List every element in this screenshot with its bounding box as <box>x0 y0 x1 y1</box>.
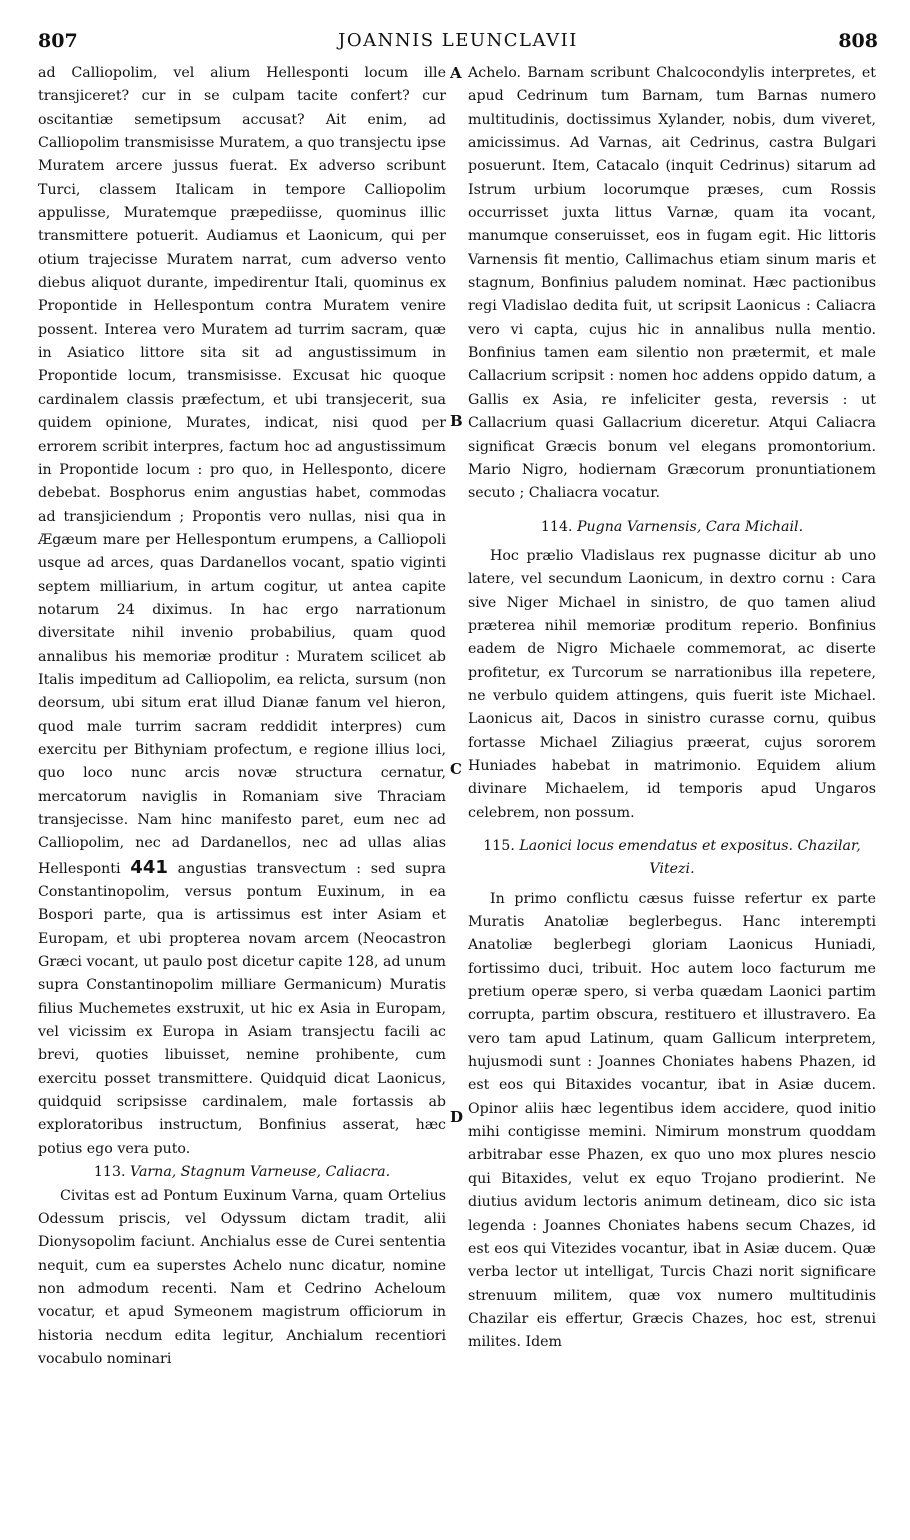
heading-113-title: Varna, Stagnum Varneuse, Caliacra. <box>130 1164 391 1181</box>
heading-115-title: Laonici locus emendatus et expositus. Chazilar, Vitezi. <box>519 838 861 878</box>
right-page-number: 808 <box>838 30 878 52</box>
page-header <box>38 30 878 56</box>
right-paragraph-2: Hoc prælio Vladislaus rex pugnasse dicitur ab uno latere, vel secundum Laonicum, in dextro cornu : Cara sive Niger Michael in sinistro, de quo tamen aliud præterea nihil memoriæ proditum reperio. Bonfinius eadem de Nigro Michaele commemorat, ac diserte profitetur, ex Turcorum se narrationibus illa repetere, ne verbulo quidem attingens, quis fuerit iste Michael. Laonicus ait, Dacos in sinistro curasse cornu, quibus fortasse Michael Ziliagius præerat, cujus sororem Huniades habebat in matrimonio. Equidem alium divinare Michaelem, id temporis apud Ungaros celebrem, non possum. <box>468 547 876 821</box>
heading-113-number: 113. <box>93 1164 126 1181</box>
heading-114-number: 114. <box>540 518 573 535</box>
left-column <box>38 62 446 1371</box>
right-column <box>468 62 876 1355</box>
heading-114 <box>468 516 876 539</box>
heading-114-title: Pugna Varnensis, Cara Michail. <box>577 518 804 535</box>
margin-marker-d: D <box>450 1108 464 1126</box>
heading-115-number: 115. <box>483 838 515 854</box>
left-paragraph-1-end: angustias transvectum : sed supra Constantinopolim, versus pontum Euxinum, in ea Bospori parte, qua is artissimus est inter Asiam et Europam, et ubi propterea novam arcem (Neocastron Græci vocant, ut paulo post dicetur capite 128, ad unum supra Constantinopolim milliare Germanicum) Muratis filius Muchemetes exstruxit, ut hic ex Asia in Europam, vel vicissim ex Europa in Asiam transjectu facili ac brevi, quoties libuisset, nemine prohibente, cum exercitu posset transmittere. Quidquid dicat Laonicus, quidquid scripsisse cardinalem, male fortassis ab exploratoribus instructum, Bonfinius asserat, hæc potius ego vera puto. <box>38 860 447 1157</box>
heading-115 <box>468 835 876 882</box>
left-paragraph-1 <box>38 62 446 1161</box>
margin-marker-c: C <box>450 760 462 778</box>
left-paragraph-2: Civitas est ad Pontum Euxinum Varna, quam Ortelius Odessum priscis, vel Odyssum dictam tradit, alii Dionysopolim faciunt. Anchialus esse de Curei sententia nequit, cum ea superstes Achelo nunc dicatur, nomine non admodum recenti. Nam et Cedrino Acheloum vocatur, et apud Symeonem magistrum officiorum in historia necdum edita legitur, Anchialum recentiori vocabulo nominari <box>38 1187 446 1367</box>
margin-marker-b: B <box>450 412 463 430</box>
right-paragraph-3: In primo conflictu cæsus fuisse refertur ex parte Muratis Anatoliæ beglerbegus. Hanc interempti Anatoliæ beglerbegi gloriam Laonicus Huniadi, fortissimo duci, tribuit. Hoc autem loco facturum me pretium operæ spero, si verba quædam Laonici partim corrupta, partim obscura, restituero et illustravero. Ea vero tam apud Latinum, quam Gallicum interpretem, hujusmodi sunt : Joannes Choniates habens Phazen, id est eos qui Bitaxides vocantur, ibat in Asiæ ducem. Opinor aliis hæc legentibus idem accidere, quod initio mihi contigisse memini. Nimirum monstrum quoddam arbitrabar esse Phazen, ex quo uno mox plures nescio qui Bitaxides, velut ex equo Trojano prodierint. Ne diutius avidum lectoris animum detineam, dico sic ista legenda : Joannes Choniates habens secum Chazes, id est eos qui Vitezides vocantur, ibat in Asiæ ducem. Quæ verba lector ut intelligat, Turcis Chazi norit significare strenuum militem, quæ vox numero multitudinis Chazilar eis effertur, Græcis Chazes, hoc est, strenui milites. Idem <box>468 890 876 1351</box>
left-paragraph-1-text: ad Calliopolim, vel alium Hellesponti locum ille transjiceret? cur in se culpam tacite confert? cur oscitantiæ semetipsum accusat? Ait enim, ad Calliopolim transmisisse Muratem, a quo transjectu ipse Muratem arcere jussus fuerat. Ex adverso scribunt Turci, classem Italicam in tempore Calliopolim appulisse, Muratemque præpediisse, quominus illic transmittere potuerit. Audiamus et Laonicum, qui per otium trajecisse Muratem narrat, cum adverso vento diebus aliquot durante, impedirentur Itali, quominus ex Propontide in Hellespontum contra Muratem venire possent. Interea vero Muratem ad turrim sacram, quæ in Asiatico littore sita sit ad angustissimum in Propontide locum, transmisisse. Excusat hic quoque cardinalem classis præfectum, et ubi transjecerit, sua quidem opinione, Murates, indicat, nisi quod per errorem scribit interpres, factum hoc ad angustissimum in Propontide locum : pro quo, in Hellesponto, dicere debebat. Bosphorus enim angustias habet, commodas ad transjiciendum ; Propontis vero nullas, nisi qua in Ægæum mare per Hellespontum erumpens, a Calliopoli usque ad arces, quas Dardanellos vocant, spatio viginti septem milliarium, in artum cogitur, ut antea capite notarum 24 diximus. In hac ergo narrationum diversitate nihil invenio probabilius, quam quod annalibus his memoriæ proditur : Muratem scilicet ab Italis impeditum ad Calliopolim, ea relicta, sursum (non deorsum, ubi situm erat illud Dianæ fanum vel hieron, quod male turrim sacram reddidit interpres) cum exercitu per Bithyniam profectum, e regione illius loci, quo loco nunc arcis novæ structura cernatur, mercatorum naviglis in Romaniam sive Thraciam transjecisse. Nam hinc manifesto paret, eum nec ad Calliopolim, nec ad Dardanellos, nec ad ullas alias Hellesponti <box>38 65 446 877</box>
running-title: JOANNIS LEUNCLAVII <box>338 30 578 51</box>
heading-113 <box>38 1161 446 1184</box>
left-page-number: 807 <box>38 30 78 52</box>
right-paragraph-1: Achelo. Barnam scribunt Chalcocondylis interpretes, et apud Cedrinum tum Barnam, tum Barnas numero multitudinis, doctissimus Xylander, nobis, dum viveret, amicissimus. Ad Varnas, ait Cedrinus, castra Bulgari posuerunt. Item, Catacalo (inquit Cedrinus) sitarum ad Istrum urbium locorumque præses, cum Rossis occurrisset juxta littus Varnæ, quam ita vocant, manumque conseruisset, eos in fugam egit. Hic littoris Varnensis fit mentio, Callimachus etiam sinum maris et stagnum, Bonfinius paludem nominat. Hæc pactionibus regi Vladislao dedita fuit, ut scripsit Laonicus : Caliacra vero vi capta, cujus hic in annalibus nulla mentio. Bonfinius tamen eam silentio non prætermit, et male Callacrium scripsit : nomen hoc addens oppido datum, a Gallis ex Asia, re infeliciter gesta, reversis : ut Callacrium quasi Gallacrium diceretur. Atqui Caliacra significat Græcis bonum vel elegans promontorium. Mario Nigro, hodiernam Græcorum pronuntiationem secuto ; Chaliacra vocatur. <box>468 65 876 502</box>
margin-marker-a: A <box>450 64 462 82</box>
section-number-441: 441 <box>130 856 168 878</box>
